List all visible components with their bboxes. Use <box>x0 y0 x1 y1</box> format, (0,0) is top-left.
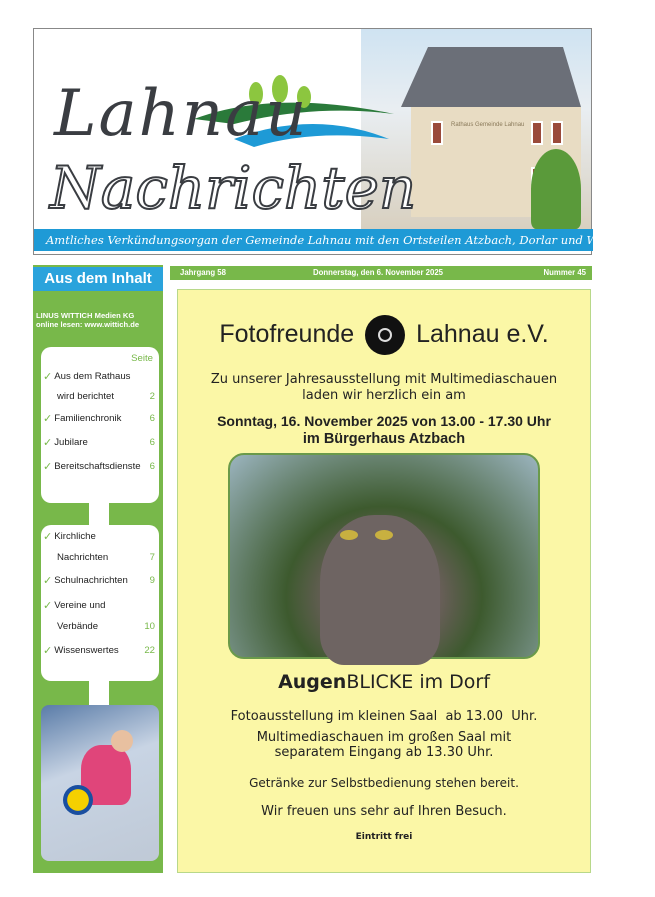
toc-item[interactable]: ✓ Jubilare 6 <box>43 437 155 449</box>
schedule-text: Multimediaschauen im großen Saal mit <box>256 730 512 745</box>
volleyball-icon <box>63 785 93 815</box>
motto: AugenBLICKE im Dorf <box>278 671 490 693</box>
toc-item[interactable]: ✓ Aus dem Rathaus <box>43 371 131 383</box>
entry-text: Eintritt frei <box>355 832 413 842</box>
issue-number: Nummer 45 <box>543 268 586 277</box>
event-when: Sonntag, 16. November 2025 von 13.00 - 17.30 Uhr <box>217 413 551 429</box>
event-where: im Bürgerhaus Atzbach <box>302 431 466 447</box>
toc-item[interactable]: ✓ Wissenswertes 22 <box>43 645 155 657</box>
house-sign: Rathaus Gemeinde Lahnau <box>451 122 525 128</box>
masthead <box>33 28 655 255</box>
toc-item[interactable]: ✓ Schulnachrichten 9 <box>43 575 155 587</box>
toc-item[interactable]: Nachrichten 7 <box>57 552 155 563</box>
invite-text: laden wir herzlich ein am <box>302 388 466 403</box>
logo-title-line1: Lahnau <box>54 77 309 151</box>
issue-bar <box>170 266 592 280</box>
check-icon: ✓ <box>43 531 53 543</box>
toc-card-1 <box>41 347 159 503</box>
event-advert <box>177 289 591 873</box>
check-icon: ✓ <box>43 575 53 587</box>
publisher: LINUS WITTICH Medien KG <box>36 311 135 320</box>
schedule-text: separatem Eingang ab 13.30 Uhr. <box>274 745 494 760</box>
online-link[interactable]: online lesen: www.wittich.de <box>36 320 140 329</box>
toc-card-2 <box>41 525 159 681</box>
volume: Jahrgang 58 <box>180 268 226 277</box>
logo-title-line2: Nachrichten <box>50 154 417 222</box>
toc-item[interactable]: ✓ Familienchronik 6 <box>43 413 155 425</box>
drinks-text: Getränke zur Selbstbedienung stehen bereit. <box>249 776 519 790</box>
page-column-header: Seite <box>131 353 153 364</box>
issue-date: Donnerstag, den 6. November 2025 <box>313 268 443 277</box>
check-icon: ✓ <box>43 413 53 425</box>
schedule-text: Fotoausstellung im kleinen Saal ab 13.00 Uhr. <box>230 709 538 724</box>
volleyball-photo <box>41 705 159 861</box>
toc-item[interactable]: ✓ Kirchliche <box>43 531 96 543</box>
masthead-subtitle: Amtliches Verkündungsorgan der Gemeinde Lahnau mit den Ortsteilen Atzbach, Dorlar und Waldgirmes <box>34 229 593 251</box>
toc-item[interactable]: ✓ Vereine und <box>43 600 106 612</box>
toc-item[interactable]: Verbände 10 <box>57 621 155 632</box>
toc-item[interactable]: wird berichtet 2 <box>57 391 155 402</box>
club-name: Fotofreunde Lahnau e.V. <box>178 314 590 354</box>
check-icon: ✓ <box>43 461 53 473</box>
check-icon: ✓ <box>43 600 53 612</box>
toc-item[interactable]: ✓ Bereitschaftsdienste 6 <box>43 461 155 473</box>
check-icon: ✓ <box>43 645 53 657</box>
toc-title: Aus dem Inhalt <box>33 267 163 291</box>
table-of-contents <box>33 265 163 873</box>
welcome-text: Wir freuen uns sehr auf Ihren Besuch. <box>261 804 507 819</box>
check-icon: ✓ <box>43 371 53 383</box>
cat-photo <box>228 453 540 659</box>
check-icon: ✓ <box>43 437 53 449</box>
invite-text: Zu unserer Jahresausstellung mit Multimediaschauen <box>210 372 558 387</box>
camera-logo-icon <box>365 315 405 355</box>
